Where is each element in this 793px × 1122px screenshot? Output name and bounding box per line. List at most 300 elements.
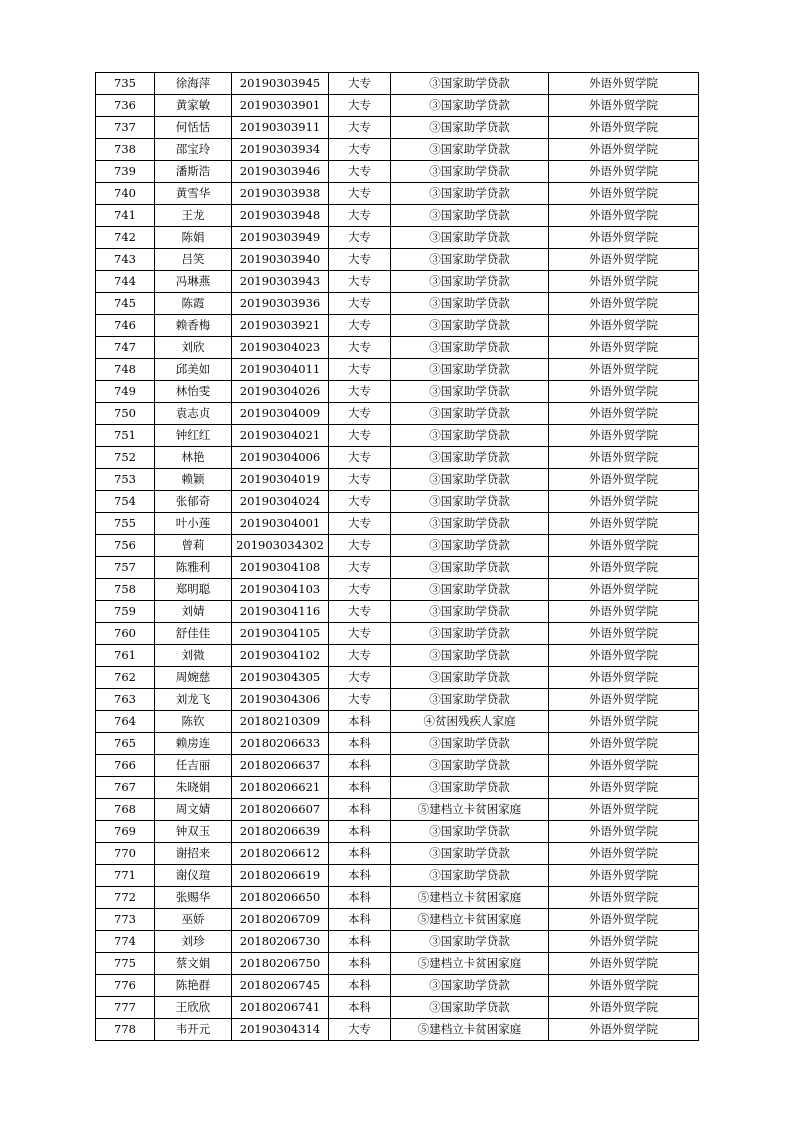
degree-level-cell: 大专 [329,447,391,469]
aid-category-cell: ③国家助学贷款 [391,689,549,711]
aid-category-cell: ⑤建档立卡贫困家庭 [391,887,549,909]
degree-level-cell: 本科 [329,821,391,843]
table-row [96,733,699,755]
student-id-cell: 20180206745 [232,975,329,997]
aid-category-cell: ③国家助学贷款 [391,95,549,117]
table-row [96,623,699,645]
table-row [96,887,699,909]
student-name-cell: 吕笑 [155,249,232,271]
student-roster-table [95,72,699,1041]
table-row [96,975,699,997]
table-row [96,249,699,271]
student-id-cell: 20180206650 [232,887,329,909]
student-id-cell: 20190303949 [232,227,329,249]
college-cell: 外语外贸学院 [549,161,699,183]
aid-category-cell: ③国家助学贷款 [391,139,549,161]
table-row [96,645,699,667]
student-id-cell: 20190304024 [232,491,329,513]
student-name-cell: 赖香梅 [155,315,232,337]
aid-category-cell: ③国家助学贷款 [391,117,549,139]
row-number-cell: 758 [96,579,155,601]
college-cell: 外语外贸学院 [549,249,699,271]
student-id-cell: 20190303911 [232,117,329,139]
college-cell: 外语外贸学院 [549,909,699,931]
college-cell: 外语外贸学院 [549,491,699,513]
table-row [96,403,699,425]
student-id-cell: 20190304011 [232,359,329,381]
table-row [96,73,699,95]
table-row [96,1019,699,1041]
aid-category-cell: ③国家助学贷款 [391,733,549,755]
college-cell: 外语外贸学院 [549,975,699,997]
table-row [96,821,699,843]
row-number-cell: 745 [96,293,155,315]
degree-level-cell: 本科 [329,997,391,1019]
row-number-cell: 761 [96,645,155,667]
row-number-cell: 754 [96,491,155,513]
student-id-cell: 20190303943 [232,271,329,293]
student-id-cell: 20190303938 [232,183,329,205]
row-number-cell: 750 [96,403,155,425]
student-id-cell: 20190303945 [232,73,329,95]
aid-category-cell: ③国家助学贷款 [391,469,549,491]
degree-level-cell: 大专 [329,95,391,117]
aid-category-cell: ③国家助学贷款 [391,227,549,249]
student-id-cell: 20180206619 [232,865,329,887]
student-id-cell: 20190304306 [232,689,329,711]
college-cell: 外语外贸学院 [549,183,699,205]
aid-category-cell: ③国家助学贷款 [391,447,549,469]
row-number-cell: 742 [96,227,155,249]
student-id-cell: 20190303948 [232,205,329,227]
student-name-cell: 冯琳燕 [155,271,232,293]
row-number-cell: 767 [96,777,155,799]
aid-category-cell: ⑤建档立卡贫困家庭 [391,1019,549,1041]
college-cell: 外语外贸学院 [549,843,699,865]
student-name-cell: 任吉丽 [155,755,232,777]
table-row [96,95,699,117]
degree-level-cell: 本科 [329,799,391,821]
table-row [96,755,699,777]
college-cell: 外语外贸学院 [549,73,699,95]
student-name-cell: 何恬恬 [155,117,232,139]
aid-category-cell: ⑤建档立卡贫困家庭 [391,953,549,975]
table-row [96,601,699,623]
table-row [96,293,699,315]
student-id-cell: 20190304026 [232,381,329,403]
student-id-cell: 20190303921 [232,315,329,337]
student-name-cell: 韦开元 [155,1019,232,1041]
college-cell: 外语外贸学院 [549,425,699,447]
college-cell: 外语外贸学院 [549,667,699,689]
aid-category-cell: ③国家助学贷款 [391,513,549,535]
degree-level-cell: 大专 [329,359,391,381]
table-row [96,513,699,535]
student-name-cell: 曾莉 [155,535,232,557]
college-cell: 外语外贸学院 [549,777,699,799]
degree-level-cell: 大专 [329,579,391,601]
college-cell: 外语外贸学院 [549,227,699,249]
table-row [96,843,699,865]
student-name-cell: 蔡文娟 [155,953,232,975]
college-cell: 外语外贸学院 [549,557,699,579]
aid-category-cell: ⑤建档立卡贫困家庭 [391,909,549,931]
table-row [96,271,699,293]
row-number-cell: 755 [96,513,155,535]
degree-level-cell: 大专 [329,469,391,491]
student-name-cell: 刘珍 [155,931,232,953]
table-row [96,865,699,887]
student-name-cell: 邵宝玲 [155,139,232,161]
aid-category-cell: ③国家助学贷款 [391,73,549,95]
row-number-cell: 757 [96,557,155,579]
table-row [96,579,699,601]
student-name-cell: 邱美如 [155,359,232,381]
degree-level-cell: 本科 [329,887,391,909]
row-number-cell: 768 [96,799,155,821]
row-number-cell: 778 [96,1019,155,1041]
degree-level-cell: 大专 [329,117,391,139]
student-name-cell: 钟红红 [155,425,232,447]
row-number-cell: 738 [96,139,155,161]
aid-category-cell: ③国家助学贷款 [391,535,549,557]
student-name-cell: 舒佳佳 [155,623,232,645]
college-cell: 外语外贸学院 [549,865,699,887]
student-name-cell: 叶小莲 [155,513,232,535]
college-cell: 外语外贸学院 [549,997,699,1019]
aid-category-cell: ③国家助学贷款 [391,821,549,843]
table-row [96,469,699,491]
row-number-cell: 748 [96,359,155,381]
row-number-cell: 771 [96,865,155,887]
aid-category-cell: ③国家助学贷款 [391,315,549,337]
degree-level-cell: 本科 [329,865,391,887]
row-number-cell: 765 [96,733,155,755]
row-number-cell: 740 [96,183,155,205]
degree-level-cell: 大专 [329,227,391,249]
table-row [96,425,699,447]
row-number-cell: 777 [96,997,155,1019]
table-row [96,227,699,249]
student-name-cell: 刘婧 [155,601,232,623]
student-id-cell: 20190304019 [232,469,329,491]
row-number-cell: 764 [96,711,155,733]
degree-level-cell: 大专 [329,293,391,315]
row-number-cell: 759 [96,601,155,623]
aid-category-cell: ③国家助学贷款 [391,623,549,645]
student-id-cell: 20190304108 [232,557,329,579]
student-id-cell: 20180206637 [232,755,329,777]
table-row [96,535,699,557]
student-id-cell: 20190304105 [232,623,329,645]
college-cell: 外语外贸学院 [549,403,699,425]
student-id-cell: 20190304305 [232,667,329,689]
college-cell: 外语外贸学院 [549,733,699,755]
degree-level-cell: 大专 [329,689,391,711]
college-cell: 外语外贸学院 [549,711,699,733]
college-cell: 外语外贸学院 [549,689,699,711]
aid-category-cell: ③国家助学贷款 [391,931,549,953]
student-id-cell: 201903034302 [232,535,329,557]
college-cell: 外语外贸学院 [549,623,699,645]
student-name-cell: 袁志贞 [155,403,232,425]
college-cell: 外语外贸学院 [549,271,699,293]
student-name-cell: 王欣欣 [155,997,232,1019]
row-number-cell: 772 [96,887,155,909]
student-id-cell: 20190304001 [232,513,329,535]
table-row [96,667,699,689]
student-name-cell: 黄家敏 [155,95,232,117]
degree-level-cell: 本科 [329,843,391,865]
aid-category-cell: ③国家助学贷款 [391,161,549,183]
aid-category-cell: ③国家助学贷款 [391,403,549,425]
college-cell: 外语外贸学院 [549,117,699,139]
row-number-cell: 762 [96,667,155,689]
college-cell: 外语外贸学院 [549,315,699,337]
student-name-cell: 陈霞 [155,293,232,315]
table-row [96,183,699,205]
aid-category-cell: ③国家助学贷款 [391,755,549,777]
degree-level-cell: 大专 [329,249,391,271]
college-cell: 外语外贸学院 [549,535,699,557]
college-cell: 外语外贸学院 [549,931,699,953]
row-number-cell: 739 [96,161,155,183]
college-cell: 外语外贸学院 [549,601,699,623]
table-row [96,205,699,227]
degree-level-cell: 本科 [329,953,391,975]
student-name-cell: 张赐华 [155,887,232,909]
college-cell: 外语外贸学院 [549,293,699,315]
row-number-cell: 735 [96,73,155,95]
row-number-cell: 769 [96,821,155,843]
row-number-cell: 741 [96,205,155,227]
degree-level-cell: 大专 [329,535,391,557]
student-id-cell: 20180206639 [232,821,329,843]
student-id-cell: 20180206607 [232,799,329,821]
student-name-cell: 周婉慈 [155,667,232,689]
student-name-cell: 周文婧 [155,799,232,821]
college-cell: 外语外贸学院 [549,799,699,821]
student-name-cell: 郑明聪 [155,579,232,601]
student-id-cell: 20180206612 [232,843,329,865]
row-number-cell: 752 [96,447,155,469]
college-cell: 外语外贸学院 [549,1019,699,1041]
degree-level-cell: 本科 [329,777,391,799]
student-name-cell: 钟双玉 [155,821,232,843]
degree-level-cell: 大专 [329,337,391,359]
student-id-cell: 20180206709 [232,909,329,931]
student-id-cell: 20190304021 [232,425,329,447]
table-row [96,777,699,799]
student-name-cell: 谢仪瑄 [155,865,232,887]
degree-level-cell: 大专 [329,381,391,403]
aid-category-cell: ③国家助学贷款 [391,359,549,381]
student-name-cell: 陈雅利 [155,557,232,579]
student-name-cell: 张郁奇 [155,491,232,513]
student-id-cell: 20190304023 [232,337,329,359]
student-id-cell: 20190303936 [232,293,329,315]
student-id-cell: 20180206730 [232,931,329,953]
row-number-cell: 773 [96,909,155,931]
student-name-cell: 林怡雯 [155,381,232,403]
degree-level-cell: 本科 [329,711,391,733]
student-id-cell: 20190304103 [232,579,329,601]
aid-category-cell: ③国家助学贷款 [391,381,549,403]
row-number-cell: 756 [96,535,155,557]
aid-category-cell: ③国家助学贷款 [391,271,549,293]
degree-level-cell: 大专 [329,315,391,337]
college-cell: 外语外贸学院 [549,513,699,535]
table-row [96,491,699,513]
degree-level-cell: 本科 [329,733,391,755]
aid-category-cell: ③国家助学贷款 [391,557,549,579]
table-row [96,447,699,469]
student-name-cell: 林艳 [155,447,232,469]
aid-category-cell: ③国家助学贷款 [391,183,549,205]
aid-category-cell: ⑤建档立卡贫困家庭 [391,799,549,821]
college-cell: 外语外贸学院 [549,205,699,227]
degree-level-cell: 大专 [329,425,391,447]
aid-category-cell: ③国家助学贷款 [391,865,549,887]
aid-category-cell: ③国家助学贷款 [391,425,549,447]
aid-category-cell: ③国家助学贷款 [391,975,549,997]
college-cell: 外语外贸学院 [549,755,699,777]
aid-category-cell: ③国家助学贷款 [391,601,549,623]
student-name-cell: 赖房连 [155,733,232,755]
degree-level-cell: 本科 [329,909,391,931]
student-name-cell: 陈钦 [155,711,232,733]
degree-level-cell: 大专 [329,161,391,183]
student-id-cell: 20190304116 [232,601,329,623]
degree-level-cell: 大专 [329,513,391,535]
table-row [96,997,699,1019]
row-number-cell: 746 [96,315,155,337]
table-row [96,953,699,975]
college-cell: 外语外贸学院 [549,337,699,359]
aid-category-cell: ③国家助学贷款 [391,843,549,865]
table-row [96,931,699,953]
student-id-cell: 20180206741 [232,997,329,1019]
student-name-cell: 徐海萍 [155,73,232,95]
degree-level-cell: 大专 [329,183,391,205]
student-id-cell: 20190303940 [232,249,329,271]
degree-level-cell: 大专 [329,403,391,425]
student-id-cell: 20190304006 [232,447,329,469]
table-row [96,381,699,403]
table-row [96,161,699,183]
aid-category-cell: ③国家助学贷款 [391,249,549,271]
aid-category-cell: ③国家助学贷款 [391,997,549,1019]
student-name-cell: 黄雪华 [155,183,232,205]
degree-level-cell: 大专 [329,557,391,579]
table-row [96,689,699,711]
aid-category-cell: ③国家助学贷款 [391,667,549,689]
row-number-cell: 766 [96,755,155,777]
row-number-cell: 751 [96,425,155,447]
college-cell: 外语外贸学院 [549,645,699,667]
student-id-cell: 20190304314 [232,1019,329,1041]
degree-level-cell: 本科 [329,975,391,997]
student-name-cell: 王龙 [155,205,232,227]
student-name-cell: 赖颖 [155,469,232,491]
table-row [96,557,699,579]
degree-level-cell: 大专 [329,271,391,293]
degree-level-cell: 本科 [329,755,391,777]
table-row [96,139,699,161]
table-row [96,359,699,381]
table-row [96,799,699,821]
student-id-cell: 20190304102 [232,645,329,667]
degree-level-cell: 大专 [329,601,391,623]
row-number-cell: 776 [96,975,155,997]
college-cell: 外语外贸学院 [549,359,699,381]
table-row [96,711,699,733]
student-name-cell: 陈娟 [155,227,232,249]
student-id-cell: 20180206621 [232,777,329,799]
degree-level-cell: 大专 [329,1019,391,1041]
degree-level-cell: 大专 [329,667,391,689]
student-id-cell: 20190304009 [232,403,329,425]
student-id-cell: 20180206750 [232,953,329,975]
row-number-cell: 743 [96,249,155,271]
degree-level-cell: 大专 [329,491,391,513]
college-cell: 外语外贸学院 [549,821,699,843]
aid-category-cell: ③国家助学贷款 [391,337,549,359]
row-number-cell: 775 [96,953,155,975]
degree-level-cell: 大专 [329,139,391,161]
degree-level-cell: 大专 [329,205,391,227]
degree-level-cell: 大专 [329,623,391,645]
row-number-cell: 749 [96,381,155,403]
student-name-cell: 巫娇 [155,909,232,931]
aid-category-cell: ③国家助学贷款 [391,579,549,601]
student-id-cell: 20180210309 [232,711,329,733]
roster-body [96,73,699,1041]
student-id-cell: 20190303901 [232,95,329,117]
row-number-cell: 736 [96,95,155,117]
row-number-cell: 747 [96,337,155,359]
row-number-cell: 753 [96,469,155,491]
table-row [96,117,699,139]
student-name-cell: 谢招来 [155,843,232,865]
table-row [96,909,699,931]
student-id-cell: 20190303934 [232,139,329,161]
college-cell: 外语外贸学院 [549,469,699,491]
aid-category-cell: ④贫困残疾人家庭 [391,711,549,733]
table-row [96,315,699,337]
college-cell: 外语外贸学院 [549,953,699,975]
college-cell: 外语外贸学院 [549,447,699,469]
row-number-cell: 774 [96,931,155,953]
college-cell: 外语外贸学院 [549,139,699,161]
student-name-cell: 刘龙飞 [155,689,232,711]
row-number-cell: 770 [96,843,155,865]
student-name-cell: 朱晓娟 [155,777,232,799]
student-name-cell: 刘欣 [155,337,232,359]
aid-category-cell: ③国家助学贷款 [391,777,549,799]
table-row [96,337,699,359]
college-cell: 外语外贸学院 [549,887,699,909]
student-name-cell: 刘微 [155,645,232,667]
student-id-cell: 20190303946 [232,161,329,183]
row-number-cell: 737 [96,117,155,139]
student-id-cell: 20180206633 [232,733,329,755]
student-name-cell: 潘斯浩 [155,161,232,183]
row-number-cell: 744 [96,271,155,293]
row-number-cell: 760 [96,623,155,645]
college-cell: 外语外贸学院 [549,381,699,403]
college-cell: 外语外贸学院 [549,95,699,117]
